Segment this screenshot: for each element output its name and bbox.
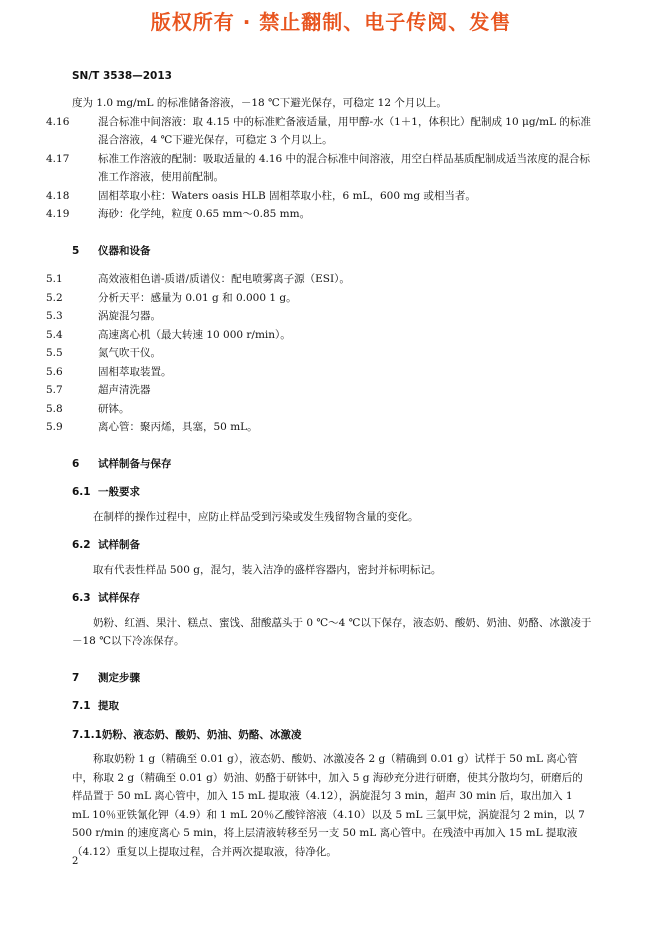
section-number: 5 [72, 244, 80, 257]
clause-text: 氮气吹干仪。 [98, 347, 161, 359]
section-number: 7.1.1 [72, 728, 102, 741]
clause-text: 高效液相色谱-质谱/质谱仪：配电喷雾离子源（ESI）。 [98, 273, 350, 285]
section-heading [72, 669, 592, 688]
clause-text: 离心管：聚丙烯，具塞，50 mL。 [98, 421, 258, 433]
clause-item [46, 270, 592, 289]
clause-number: 5.6 [46, 365, 63, 378]
clause-number: 4.18 [46, 189, 70, 202]
clause-number: 5.2 [46, 291, 63, 304]
section-number: 6.2 [72, 539, 91, 551]
clause-item [46, 307, 592, 326]
section-title: 一般要求 [98, 486, 140, 498]
body-paragraph: 在制样的操作过程中，应防止样品受到污染或发生残留物含量的变化。 [93, 510, 419, 523]
clause-text: 固相萃取小柱：Waters oasis HLB 固相萃取小柱，6 mL，600 mg 或相当者。 [98, 189, 476, 202]
clause-text: 混合标准中间溶液：取 4.15 中的标准贮备液适量，用甲醇-水（1＋1，体积比）配制成 10 μg/mL 的标准混合溶液，4 ℃下避光保存，可稳定 3 个月以上。 [98, 115, 591, 146]
clause-number: 5.3 [46, 310, 63, 322]
section-heading [72, 726, 592, 745]
section-title: 提取 [98, 700, 119, 712]
document-body [46, 94, 592, 861]
body-paragraph: 称取奶粉 1 g（精确至 0.01 g），液态奶、酸奶、冰激凌各 2 g（精确到 0.01 g）试样于 50 mL 离心管中，称取 2 g（精确至 0.01 g）奶油、奶酪于研钵中，加入 5 g 海砂充分进行研磨，使其分散均匀，研磨后的样品置于 50 mL 离心管中，加入 15 mL 提取液（4.12），涡旋混匀 3 min，超声 30 min 后，取出加入 1 mL 10％亚铁氰化钾（4.9）和 1 mL 20％乙酸锌溶液（4.10）以及 5 mL 三氯甲烷，涡旋混匀 2 min，以 7 500 r/min 的速度离心 5 min，将上层清液转移至另一支 50 mL 离心管中。在残渣中再加入 15 mL 提取液（4.12）重复以上提取过程，合并两次提取液，待净化。 [72, 753, 585, 858]
clause-text: 超声清洗器 [98, 384, 151, 396]
clause-item [46, 113, 592, 150]
clause-number: 5.9 [46, 421, 63, 433]
section-title: 试样制备与保存 [98, 457, 172, 470]
copyright-watermark: 版权所有 · 禁止翻制、电子传阅、发售 [150, 10, 512, 34]
section-number: 6 [72, 457, 80, 470]
clause-text: 研钵。 [98, 402, 130, 415]
section-heading [72, 697, 592, 716]
body-paragraph: 取有代表性样品 500 g，混匀，装入洁净的盛样容器内，密封并标明标记。 [93, 563, 442, 576]
clause-item [46, 363, 592, 382]
section-number: 6.3 [72, 592, 91, 604]
section-heading [72, 589, 592, 608]
clause-number: 5.5 [46, 347, 63, 359]
clause-text: 涡旋混匀器。 [98, 310, 161, 322]
clause-text: 高速离心机（最大转速 10 000 r/min）。 [98, 328, 291, 341]
clause-number: 5.4 [46, 328, 63, 341]
section-title: 仪器和设备 [98, 244, 151, 257]
clause-number: 4.19 [46, 208, 70, 220]
clause-number: 4.16 [46, 115, 70, 128]
clause-text: 固相萃取装置。 [98, 365, 172, 378]
page-number: 2 [72, 856, 79, 867]
clause-number: 5.7 [46, 384, 63, 396]
clause-item [46, 326, 592, 345]
section-title: 奶粉、液态奶、酸奶、奶油、奶酪、冰激凌 [101, 728, 302, 741]
clause-item [46, 344, 592, 363]
standard-code: SN/T 3538—2013 [72, 70, 172, 82]
section-number: 7.1 [72, 700, 91, 712]
body-paragraph: 奶粉、红酒、果汁、糕点、蜜饯、甜酸藠头于 0 ℃～4 ℃以下保存，液态奶、酸奶、奶油、奶酪、冰激凌于－18 ℃以下冷冻保存。 [72, 616, 592, 647]
section-title: 试样制备 [98, 539, 140, 551]
section-title: 测定步骤 [98, 671, 140, 684]
continued-text: 度为 1.0 mg/mL 的标准储备溶液，－18 ℃下避光保存，可稳定 12 个月以上。 [72, 97, 447, 109]
section-heading [72, 455, 592, 474]
clause-text: 分析天平：感量为 0.01 g 和 0.000 1 g。 [98, 291, 297, 304]
clause-item [46, 400, 592, 419]
clause-item [46, 381, 592, 400]
clause-number: 4.17 [46, 152, 70, 165]
section-heading [72, 242, 592, 261]
clause-text: 海砂：化学纯，粒度 0.65 mm～0.85 mm。 [98, 208, 311, 220]
clause-item [46, 187, 592, 206]
section-title: 试样保存 [98, 592, 140, 604]
clause-number: 5.1 [46, 273, 63, 285]
clause-item [46, 418, 592, 437]
clause-item [46, 205, 592, 224]
section-number: 6.1 [72, 486, 91, 498]
clause-item [46, 150, 592, 187]
clause-item [46, 289, 592, 308]
section-number: 7 [72, 671, 80, 684]
section-heading [72, 536, 592, 555]
section-heading [72, 483, 592, 502]
clause-text: 标准工作溶液的配制：吸取适量的 4.16 中的混合标准中间溶液，用空白样品基质配制成适当浓度的混合标准工作溶液，使用前配制。 [98, 152, 591, 183]
clause-number: 5.8 [46, 402, 63, 415]
